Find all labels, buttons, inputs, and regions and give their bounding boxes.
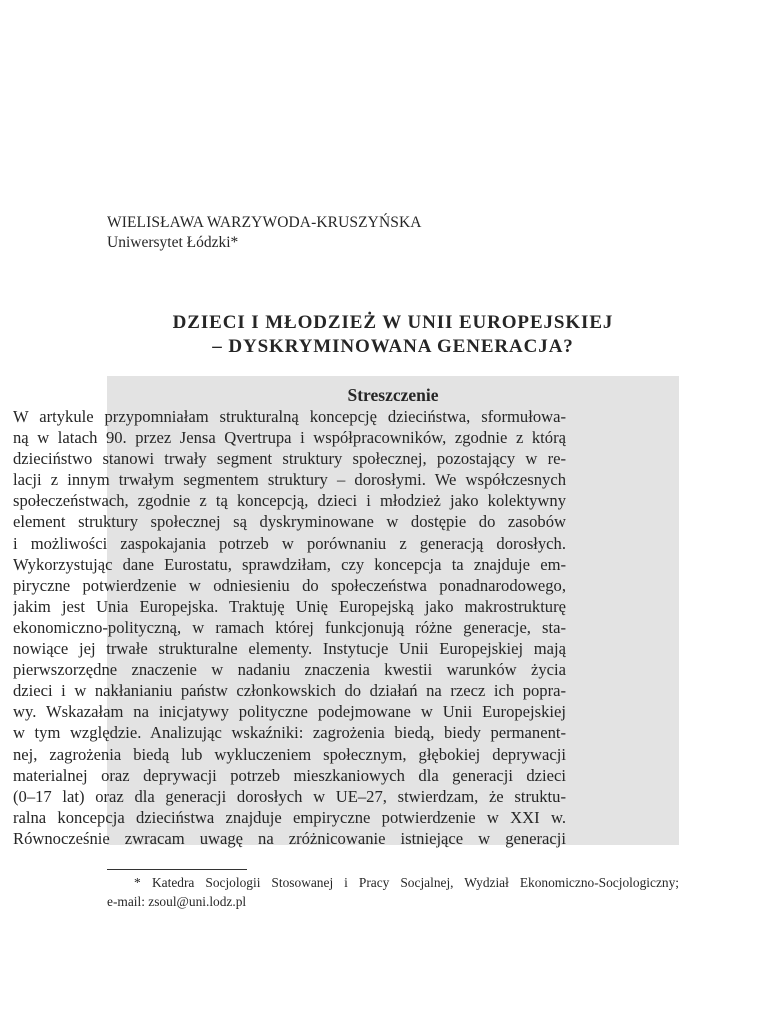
title-line-2: – DYSKRYMINOWANA GENERACJA? (212, 336, 574, 357)
abstract-body (13, 406, 566, 849)
abstract-line: W artykule przypomniałam strukturalną koncepcję dzieciństwa, sformułowa- (13, 407, 566, 426)
abstract-line: (0–17 lat) oraz dla generacji dorosłych w UE–27, stwierdzam, że struktu- (13, 786, 566, 806)
abstract-line: w tym względzie. Analizując wskaźniki: zagrożenia biedą, biedy permanent- (13, 723, 566, 743)
abstract-line: ekonomiczno-polityczną, w ramach której funkcjonują różne generacje, sta- (13, 617, 566, 637)
abstract-line: społeczeństwach, zgodnie z tą koncepcją, dzieci i młodzież jako kolektywny (13, 491, 566, 511)
abstract-line: Wykorzystując dane Eurostatu, sprawdziłam, czy koncepcja ta znajduje em- (13, 554, 566, 574)
abstract-line: dzieci i w nakłanianiu państw członkowskich do działań na rzecz ich popra- (13, 681, 566, 701)
footnote-marker: * (134, 875, 141, 890)
footnote (107, 873, 679, 911)
abstract-line: nowiące jej trwałe strukturalne elementy. Instytucje Unii Europejskiej mają (13, 639, 566, 659)
footnote-line-1 (107, 873, 679, 892)
footnote-divider (107, 869, 247, 870)
abstract-line: dzieciństwo stanowi trwały segment struktury społecznej, pozostający w re- (13, 449, 566, 469)
author-affiliation: Uniwersytet Łódzki* (107, 234, 239, 251)
article-title (107, 311, 679, 359)
abstract-line: ną w latach 90. przez Jensa Qvertrupa i współpracowników, zgodnie z którą (13, 428, 566, 448)
abstract-line: lacji z innym trwałym segmentem struktury – dorosłymi. We współczesnych (13, 470, 566, 490)
abstract-line: ralna koncepcja dzieciństwa znajduje empiryczne potwierdzenie w XXI w. (13, 807, 566, 827)
abstract-line: i możliwości zaspokajania potrzeb w porównaniu z generacją dorosłych. (13, 533, 566, 553)
abstract-line: pierwszorzędne znaczenie w nadaniu znaczenia kwestii warunków życia (13, 660, 566, 680)
abstract-line: nej, zagrożenia biedą lub wykluczeniem społecznym, głębokiej deprywacji (13, 744, 566, 764)
abstract-line: wy. Wskazałam na inicjatywy polityczne podejmowane w Unii Europejskiej (13, 702, 566, 722)
abstract-line: jakim jest Unia Europejska. Traktuję Unię Europejską jako makrostrukturę (13, 596, 566, 616)
abstract-line: piryczne potwierdzenie w odniesieniu do społeczeństwa ponadnarodowego, (13, 575, 566, 595)
abstract-heading: Streszczenie (347, 385, 439, 405)
footnote-text-1: Katedra Socjologii Stosowanej i Pracy Socjalnej, Wydział Ekonomiczno-Socjologiczny; (152, 875, 679, 890)
abstract-line: element struktury społecznej są dyskryminowane w dostępie do zasobów (13, 512, 566, 532)
title-line-1: DZIECI I MŁODZIEŻ W UNII EUROPEJSKIEJ (172, 312, 614, 333)
footnote-line-2: e-mail: zsoul@uni.lodz.pl (107, 894, 247, 909)
author-block (107, 213, 422, 253)
author-name: WIELISŁAWA WARZYWODA-KRUSZYŃSKA (107, 214, 422, 231)
abstract-line: Równocześnie zwracam uwagę na zróżnicowanie istniejące w generacji (13, 828, 566, 848)
abstract-line: materialnej oraz deprywacji potrzeb mieszkaniowych dla generacji dzieci (13, 765, 566, 785)
